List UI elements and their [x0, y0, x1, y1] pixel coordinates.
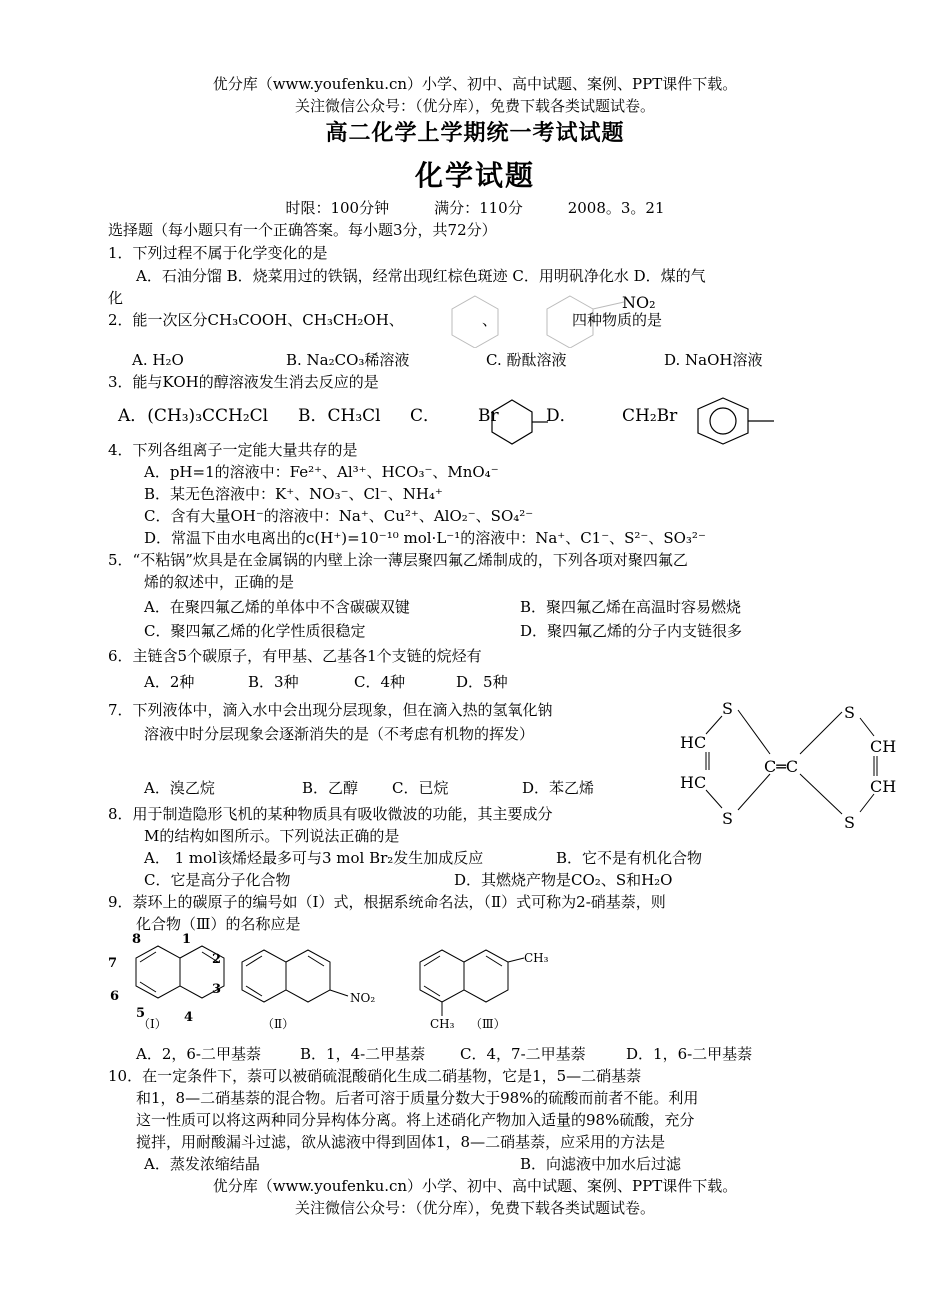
q4-option-d: D．常温下由水电离出的c(H⁺)=10⁻¹⁰ mol·L⁻¹的溶液中：Na⁺、C1⁻、S²⁻、SO₃²⁻	[144, 529, 706, 547]
q2-separator: 、	[482, 311, 498, 329]
q8-stem-2: M的结构如图所示。下列说法正确的是	[144, 827, 400, 845]
footer-line-2: 关注微信公众号：（优分库），免费下载各类试题试卷。	[294, 1199, 655, 1217]
naph-num-1: 1	[182, 932, 192, 947]
section-heading: 选择题（每小题只有一个正确答案。每小题3分，共72分）	[108, 221, 497, 239]
q7-option-c: C．已烷	[392, 779, 449, 797]
q9-stem-2: 化合物（Ⅲ）的名称应是	[136, 915, 301, 933]
q9-option-c: C．4，7-二甲基萘	[460, 1045, 586, 1063]
ttf-hc-upper: HC	[680, 733, 707, 752]
q3-br-label: Br	[478, 406, 499, 426]
q7-option-a: A．溴乙烷	[144, 779, 215, 797]
q8-option-c: C．它是高分子化合物	[144, 871, 291, 889]
q9-stem-1: 9．萘环上的碳原子的编号如（Ⅰ）式，根据系统命名法，（Ⅱ）式可称为2-硝基萘，则	[108, 893, 666, 911]
q6-option-c: C．4种	[354, 673, 406, 691]
q6-option-d: D．5种	[456, 673, 508, 691]
q7-stem-2: 溶液中时分层现象会逐渐消失的是（不考虑有机物的挥发）	[144, 725, 535, 743]
ttf-s-top-left: S	[722, 699, 733, 718]
naph-num-7: 7	[108, 956, 118, 971]
q7-option-b: B．乙醇	[302, 779, 359, 797]
naph-num-4: 4	[184, 1010, 194, 1025]
naph-num-6: 6	[110, 989, 120, 1004]
exam-info: 时限：100分钟 满分：110分 2008。3。21	[285, 199, 665, 217]
q5-option-b: B．聚四氟乙烯在高温时容易燃烧	[520, 598, 742, 616]
q8-option-d: D．其燃烧产物是CO₂、S和H₂O	[454, 871, 673, 889]
ttf-s-bottom-left: S	[722, 809, 733, 828]
ttf-ch-upper: CH	[870, 737, 897, 756]
methyl-label-bottom: CH₃	[430, 1017, 455, 1031]
ttf-s-top-right: S	[844, 703, 855, 722]
q7-stem-1: 7．下列液体中，滴入水中会出现分层现象，但在滴入热的氢氧化钠	[108, 701, 553, 719]
label-I: （Ⅰ）	[138, 1017, 167, 1031]
q3-option-c: C．	[410, 406, 441, 426]
q2-no2-label: NO₂	[622, 293, 656, 312]
q4-option-a: A．pH=1的溶液中：Fe²⁺、Al³⁺、HCO₃⁻、MnO₄⁻	[144, 463, 499, 481]
q6-option-a: A．2种	[144, 673, 195, 691]
q8-option-b: B．它不是有机化合物	[556, 849, 703, 867]
nitro-label: NO₂	[350, 991, 376, 1005]
q5-option-c: C．聚四氟乙烯的化学性质很稳定	[144, 622, 366, 640]
q2-tail: 四种物质的是	[572, 311, 663, 329]
q10-line-1: 10．在一定条件下，萘可以被硝硫混酸硝化生成二硝基物，它是1，5—二硝基萘	[108, 1067, 642, 1085]
q10-line-2: 和1，8—二硝基萘的混合物。后者可溶于质量分数大于98%的硫酸而前者不能。利用	[136, 1089, 699, 1107]
q2-option-d: D. NaOH溶液	[664, 351, 763, 369]
q10-line-4: 搅拌，用耐酸漏斗过滤，欲从滤液中得到固体1，8—二硝基萘，应采用的方法是	[136, 1133, 666, 1151]
q3-option-d: D．	[546, 406, 577, 426]
footer-line-1: 优分库（www.youfenku.cn）小学、初中、高中试题、案例、PPT课件下载。	[212, 1177, 738, 1195]
naph-num-2: 2	[212, 952, 222, 967]
naph-num-8: 8	[132, 932, 142, 947]
q7-option-d: D．苯乙烯	[522, 779, 595, 797]
q8-option-a: A． 1 mol该烯烃最多可与3 mol Br₂发生加成反应	[144, 849, 484, 867]
naph-num-5: 5	[136, 1006, 146, 1021]
q5-stem-2: 烯的叙述中，正确的是	[144, 573, 295, 591]
q3-stem: 3．能与KOH的醇溶液发生消去反应的是	[108, 373, 379, 391]
q2-option-c: C. 酚酞溶液	[486, 351, 567, 369]
q2-option-a: A. H₂O	[132, 351, 184, 369]
methyl-label-top: CH₃	[524, 951, 549, 965]
q6-stem: 6．主链含5个碳原子，有甲基、乙基各1个支链的烷烃有	[108, 647, 482, 665]
subject-title: 化学试题	[414, 159, 535, 192]
q9-option-a: A．2，6-二甲基萘	[136, 1045, 261, 1063]
ttf-central-double-bond: C═C	[764, 757, 799, 776]
q5-option-d: D．聚四氟乙烯的分子内支链很多	[520, 622, 743, 640]
naph-num-3: 3	[212, 982, 222, 997]
q4-stem: 4．下列各组离子一定能大量共存的是	[108, 441, 358, 459]
ttf-ch-lower: CH	[870, 777, 897, 796]
q9-option-b: B．1，4-二甲基萘	[300, 1045, 426, 1063]
benzene-structure	[440, 290, 510, 348]
q2-option-b: B. Na₂CO₃稀溶液	[286, 351, 410, 369]
q4-option-b: B．某无色溶液中：K⁺、NO₃⁻、Cl⁻、NH₄⁺	[144, 485, 443, 503]
q10-line-3: 这一性质可以将这两种同分异构体分离。将上述硝化产物加入适量的98%硫酸，充分	[136, 1111, 695, 1129]
q1-options-cont: 化	[108, 289, 124, 307]
q3-option-b: B．CH₃Cl	[298, 406, 381, 426]
q4-option-c: C．含有大量OH⁻的溶液中：Na⁺、Cu²⁺、AlO₂⁻、SO₄²⁻	[144, 507, 534, 525]
label-II: （Ⅱ）	[262, 1017, 295, 1031]
q5-option-a: A．在聚四氟乙烯的单体中不含碳碳双键	[144, 598, 410, 616]
q3-ch2br-label: CH₂Br	[622, 406, 678, 426]
ttf-hc-lower: HC	[680, 773, 707, 792]
header-line-2: 关注微信公众号：（优分库），免费下载各类试题试卷。	[294, 97, 655, 115]
exam-title: 高二化学上学期统一考试试题	[325, 120, 625, 146]
q1-stem: 1．下列过程不属于化学变化的是	[108, 244, 328, 262]
naphthalene-structures	[104, 930, 554, 1038]
q10-option-a: A．蒸发浓缩结晶	[144, 1155, 260, 1173]
label-III: （Ⅲ）	[470, 1017, 506, 1031]
toluene-ring-structure	[688, 396, 778, 446]
header-line-1: 优分库（www.youfenku.cn）小学、初中、高中试题、案例、PPT课件下载。	[212, 75, 738, 93]
q10-option-b: B．向滤液中加水后过滤	[520, 1155, 682, 1173]
q2-stem: 2．能一次区分CH₃COOH、CH₃CH₂OH、	[108, 311, 404, 329]
q5-stem-1: 5．“不粘锅”炊具是在金属锅的内壁上涂一薄层聚四氟乙烯制成的，下列各项对聚四氟乙	[108, 551, 688, 569]
q8-stem-1: 8．用于制造隐形飞机的某种物质具有吸收微波的功能，其主要成分	[108, 805, 553, 823]
ttf-s-bottom-right: S	[844, 813, 855, 832]
q9-option-d: D．1，6-二甲基萘	[626, 1045, 753, 1063]
q6-option-b: B．3种	[248, 673, 299, 691]
ttf-structure-diagram	[676, 694, 916, 836]
q1-options: A．石油分馏 B．烧菜用过的铁锅，经常出现红棕色斑迹 C．用明矾净化水 D．煤的气	[136, 267, 706, 285]
q3-option-a: A．(CH₃)₃CCH₂Cl	[118, 406, 269, 426]
